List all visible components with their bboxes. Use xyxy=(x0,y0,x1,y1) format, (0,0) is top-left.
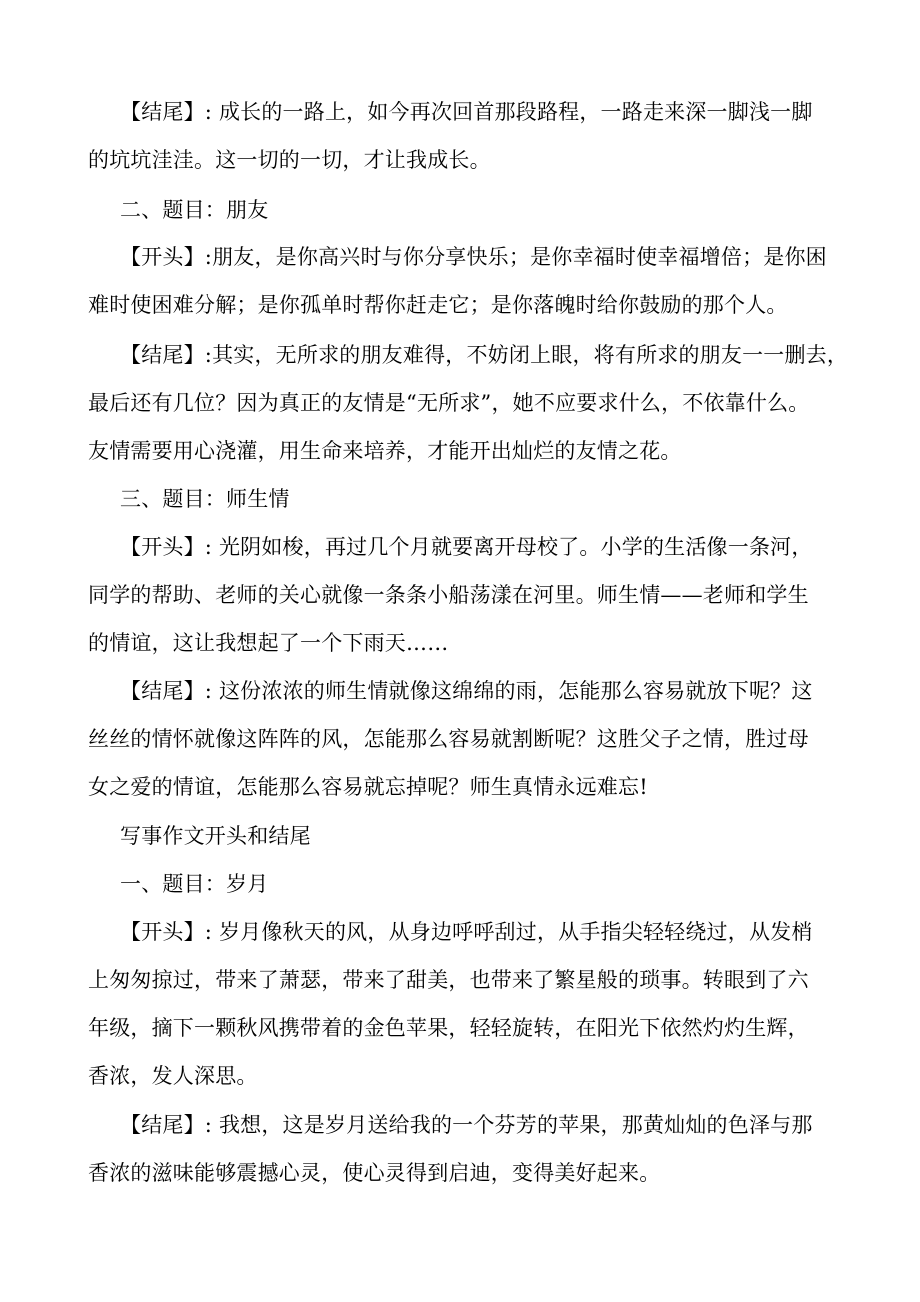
ending-years-line-2: 香浓的滋味能够震撼心灵，使心灵得到启迪，变得美好起来。 xyxy=(88,1161,661,1185)
ending-friend-line-1: 【结尾】:其实，无所求的朋友难得，不妨闭上眼，将有所求的朋友一一删去， xyxy=(120,343,849,367)
ending-friend-line-3: 友情需要用心浇灌，用生命来培养，才能开出灿烂的友情之花。 xyxy=(88,439,682,463)
opening-years-line-4: 香浓，发人深思。 xyxy=(88,1064,258,1088)
opening-teacher-line-1: 【开头】: 光阴如梭，再过几个月就要离开母校了。小学的生活像一条河， xyxy=(120,535,813,559)
ending-growth-line-2: 的坑坑洼洼。这一切的一切，才让我成长。 xyxy=(88,148,491,172)
topic-years-heading: 一、题目：岁月 xyxy=(120,872,269,896)
ending-growth-line-1: 【结尾】: 成长的一路上，如今再次回首那段路程，一路走来深一脚浅一脚 xyxy=(120,100,813,124)
opening-teacher-line-2: 同学的帮助、老师的关心就像一条条小船荡漾在河里。师生情——老师和学生 xyxy=(88,583,809,607)
ending-teacher-line-2: 丝丝的情怀就像这阵阵的风，怎能那么容易就割断呢？这胜父子之情，胜过母 xyxy=(88,727,809,751)
ending-friend-line-2: 最后还有几位？因为真正的友情是“无所求”，她不应要求什么，不依靠什么。 xyxy=(88,391,810,415)
topic-teacher-heading: 三、题目：师生情 xyxy=(120,487,290,511)
opening-teacher-line-3: 的情谊，这让我想起了一个下雨天…… xyxy=(88,631,449,655)
ending-teacher-line-3: 女之爱的情谊，怎能那么容易就忘掉呢？师生真情永远难忘! xyxy=(88,775,648,799)
opening-friend-line-1: 【开头】:朋友，是你高兴时与你分享快乐；是你幸福时使幸福增倍；是你困 xyxy=(120,245,827,269)
section-heading-narrative: 写事作文开头和结尾 xyxy=(120,824,311,848)
ending-years-line-1: 【结尾】: 我想，这是岁月送给我的一个芬芳的苹果，那黄灿灿的色泽与那 xyxy=(120,1113,813,1137)
opening-years-line-1: 【开头】: 岁月像秋天的风，从身边呼呼刮过，从手指尖轻轻绕过，从发梢 xyxy=(120,920,813,944)
topic-friend-heading: 二、题目：朋友 xyxy=(120,198,269,222)
opening-friend-line-2: 难时使困难分解；是你孤单时帮你赶走它；是你落魄时给你鼓励的那个人。 xyxy=(88,293,788,317)
opening-years-line-3: 年级，摘下一颗秋风携带着的金色苹果，轻轻旋转，在阳光下依然灼灼生辉， xyxy=(88,1016,809,1040)
opening-years-line-2: 上匆匆掠过，带来了萧瑟，带来了甜美，也带来了繁星般的琐事。转眼到了六 xyxy=(88,968,809,992)
ending-teacher-line-1: 【结尾】: 这份浓浓的师生情就像这绵绵的雨，怎能那么容易就放下呢？这 xyxy=(120,679,813,703)
